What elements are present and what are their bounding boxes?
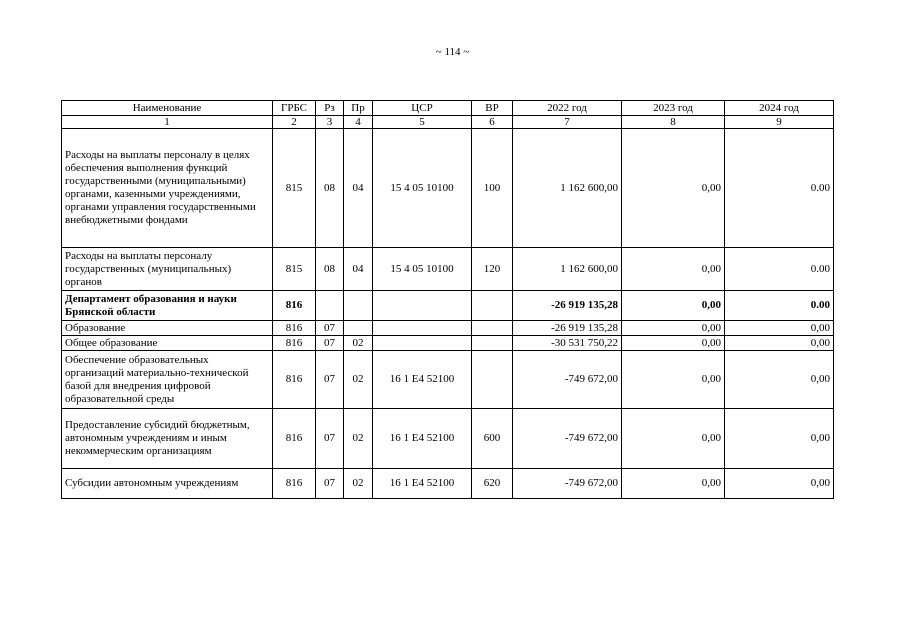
header-row [62, 101, 834, 116]
row-name: Расходы на выплаты персоналу в целях обеспечения выполнения функций государственными (муниципальными) органами, казенными учреждениями, органами управления государственными внебюджетными фондами [62, 129, 273, 248]
header-2024: 2024 год [725, 101, 834, 116]
row-2023: 0,00 [622, 248, 725, 291]
row-vr [472, 321, 513, 336]
row-2023: 0,00 [622, 336, 725, 351]
row-csr [373, 336, 472, 351]
row-2022: 1 162 600,00 [513, 129, 622, 248]
row-csr: 16 1 E4 52100 [373, 469, 472, 499]
row-rz: 08 [316, 248, 344, 291]
row-name: Департамент образования и науки Брянской области [62, 291, 273, 321]
header-grbs: ГРБС [273, 101, 316, 116]
table-row [62, 291, 834, 321]
row-2022: -26 919 135,28 [513, 291, 622, 321]
table-row [62, 129, 834, 248]
column-number-row [62, 116, 834, 129]
row-2023: 0,00 [622, 321, 725, 336]
row-rz [316, 291, 344, 321]
column-number: 3 [316, 116, 344, 129]
row-name: Обеспечение образовательных организаций материально-технической базой для внедрения цифровой образовательной среды [62, 351, 273, 409]
row-vr: 600 [472, 409, 513, 469]
row-name: Расходы на выплаты персоналу государственных (муниципальных) органов [62, 248, 273, 291]
row-csr: 16 1 E4 52100 [373, 409, 472, 469]
row-pr: 04 [344, 129, 373, 248]
row-csr: 15 4 05 10100 [373, 248, 472, 291]
row-csr [373, 321, 472, 336]
row-vr: 620 [472, 469, 513, 499]
row-rz: 07 [316, 336, 344, 351]
row-2024: 0.00 [725, 129, 834, 248]
row-2023: 0,00 [622, 469, 725, 499]
row-grbs: 816 [273, 409, 316, 469]
header-name: Наименование [62, 101, 273, 116]
column-number: 1 [62, 116, 273, 129]
row-pr: 04 [344, 248, 373, 291]
header-pr: Пр [344, 101, 373, 116]
row-2023: 0,00 [622, 351, 725, 409]
row-name: Образование [62, 321, 273, 336]
row-vr [472, 351, 513, 409]
row-2024: 0.00 [725, 291, 834, 321]
column-number: 6 [472, 116, 513, 129]
header-rz: Рз [316, 101, 344, 116]
page-number: ~ 114 ~ [435, 46, 470, 58]
table-row [62, 469, 834, 499]
row-rz: 07 [316, 351, 344, 409]
row-2023: 0,00 [622, 409, 725, 469]
row-rz: 07 [316, 469, 344, 499]
row-pr: 02 [344, 469, 373, 499]
row-rz: 07 [316, 321, 344, 336]
row-name: Общее образование [62, 336, 273, 351]
row-2024: 0,00 [725, 336, 834, 351]
row-2024: 0,00 [725, 351, 834, 409]
row-2023: 0,00 [622, 291, 725, 321]
column-number: 4 [344, 116, 373, 129]
table-row [62, 248, 834, 291]
row-name: Субсидии автономным учреждениям [62, 469, 273, 499]
row-csr: 15 4 05 10100 [373, 129, 472, 248]
row-2022: -749 672,00 [513, 469, 622, 499]
row-2022: 1 162 600,00 [513, 248, 622, 291]
row-rz: 07 [316, 409, 344, 469]
row-grbs: 815 [273, 129, 316, 248]
row-2024: 0,00 [725, 409, 834, 469]
row-pr: 02 [344, 351, 373, 409]
column-number: 5 [373, 116, 472, 129]
table-row [62, 321, 834, 336]
header-csr: ЦСР [373, 101, 472, 116]
table-row [62, 336, 834, 351]
row-vr: 120 [472, 248, 513, 291]
row-2023: 0,00 [622, 129, 725, 248]
column-number: 7 [513, 116, 622, 129]
table-row [62, 409, 834, 469]
column-number: 8 [622, 116, 725, 129]
row-2022: -749 672,00 [513, 351, 622, 409]
header-2023: 2023 год [622, 101, 725, 116]
row-2022: -749 672,00 [513, 409, 622, 469]
row-pr [344, 321, 373, 336]
row-grbs: 816 [273, 321, 316, 336]
row-2022: -30 531 750,22 [513, 336, 622, 351]
column-number: 9 [725, 116, 834, 129]
row-pr: 02 [344, 409, 373, 469]
row-grbs: 816 [273, 291, 316, 321]
row-2022: -26 919 135,28 [513, 321, 622, 336]
budget-table [61, 100, 834, 499]
row-2024: 0,00 [725, 321, 834, 336]
header-2022: 2022 год [513, 101, 622, 116]
row-pr [344, 291, 373, 321]
table-row [62, 351, 834, 409]
row-grbs: 815 [273, 248, 316, 291]
row-vr [472, 336, 513, 351]
row-vr: 100 [472, 129, 513, 248]
column-number: 2 [273, 116, 316, 129]
row-vr [472, 291, 513, 321]
row-name: Предоставление субсидий бюджетным, автономным учреждениям и иным некоммерческим организациям [62, 409, 273, 469]
row-csr: 16 1 E4 52100 [373, 351, 472, 409]
row-2024: 0.00 [725, 248, 834, 291]
row-csr [373, 291, 472, 321]
row-2024: 0,00 [725, 469, 834, 499]
row-rz: 08 [316, 129, 344, 248]
row-grbs: 816 [273, 336, 316, 351]
row-grbs: 816 [273, 351, 316, 409]
header-vr: ВР [472, 101, 513, 116]
row-pr: 02 [344, 336, 373, 351]
row-grbs: 816 [273, 469, 316, 499]
